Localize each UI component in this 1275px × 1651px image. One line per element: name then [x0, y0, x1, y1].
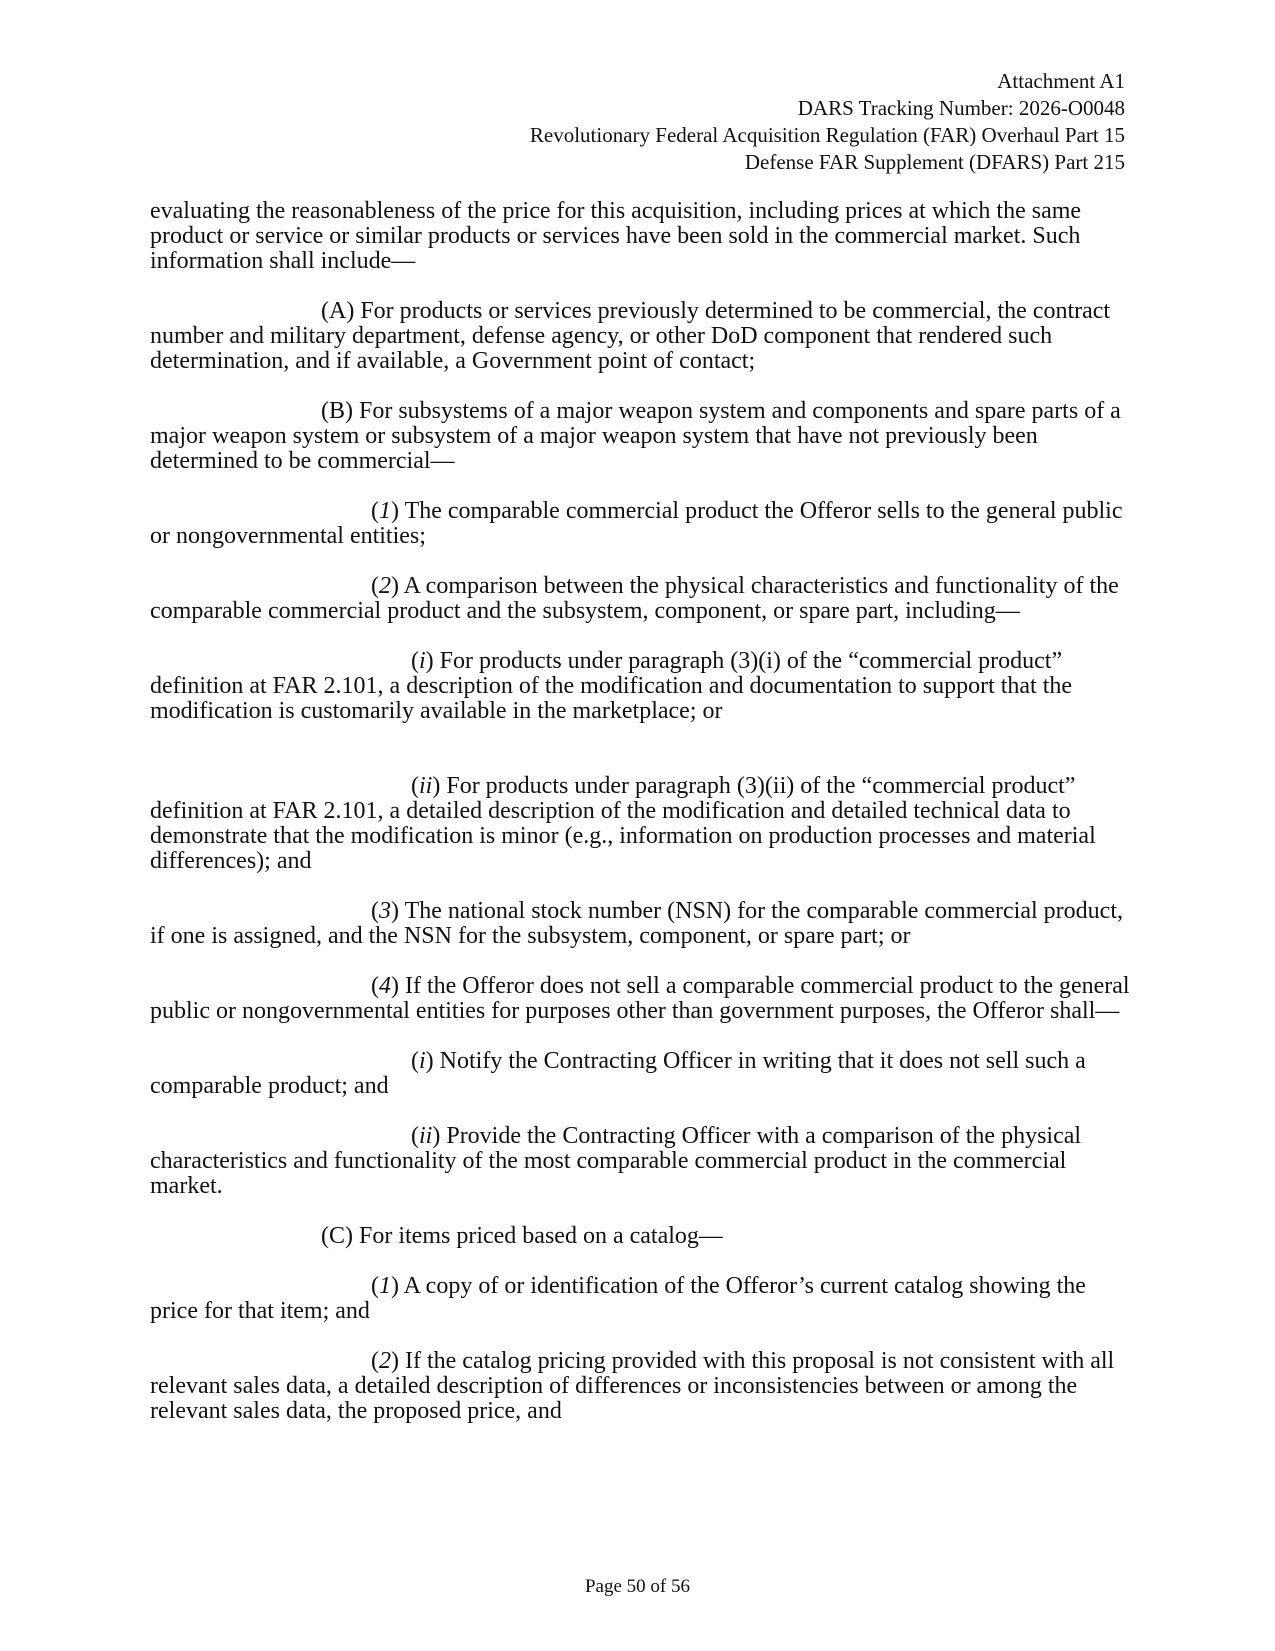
- paragraph-B-4: (4) If the Offeror does not sell a comparable commercial product to the general public or nongovernmental entities for purposes other than government purposes, the Offeror shall—: [150, 973, 1130, 1024]
- paragraph-text: If the Offeror does not sell a comparable commercial product to the general public or nongovernmental entities for purposes other than government purposes, the Offeror shall—: [150, 973, 1130, 1024]
- header-far-part: Revolutionary Federal Acquisition Regulation (FAR) Overhaul Part 15: [529, 123, 1125, 147]
- paragraph-marker: (A): [321, 298, 355, 324]
- paragraph-intro: [150, 199, 1130, 274]
- paragraph-number: 4: [379, 973, 391, 999]
- paragraph-C: [150, 1224, 1130, 1249]
- paragraph-B-2-i: (i) For products under paragraph (3)(i) of the “commercial product” definition at FAR 2.101, a description of the modification and documentation to support that the modification is customarily available in the marketplace; or: [150, 648, 1073, 724]
- paragraph-B-2: (2) A comparison between the physical characteristics and functionality of the comparable commercial product and the subsystem, component, or spare part, including—: [150, 573, 1119, 624]
- paragraph-text: For products or services previously determined to be commercial, the contract number and military department, defense agency, or other DoD component that rendered such determination, and if available, a Government point of contact;: [150, 298, 1111, 374]
- paragraph-marker: (B): [321, 398, 353, 424]
- paragraph-number: 2: [379, 573, 391, 599]
- paragraph-number: 1: [379, 1273, 391, 1299]
- paragraph-number: 3: [379, 898, 391, 924]
- paragraph-number: ii: [419, 1123, 433, 1149]
- paragraph-A: [150, 299, 1130, 374]
- paragraph-number: 1: [379, 498, 391, 524]
- paragraph-text: The national stock number (NSN) for the comparable commercial product, if one is assigned, and the NSN for the subsystem, component, or spare part; or: [150, 898, 1123, 949]
- header-tracking-number: DARS Tracking Number: 2026-O0048: [797, 96, 1125, 120]
- paragraph-text: For products under paragraph (3)(ii) of the “commercial product” definition at FAR 2.101, a detailed description of the modification and detailed technical data to demonstrate that the modification is minor (e.g., information on production processes and material differences); and: [150, 773, 1096, 874]
- paragraph-text: The comparable commercial product the Offeror sells to the general public or nongovernmental entities;: [150, 498, 1123, 549]
- paragraph-C-2: (2) If the catalog pricing provided with this proposal is not consistent with all relevant sales data, a detailed description of differences or inconsistencies between or among the relevant sales data, the proposed price, and: [150, 1348, 1115, 1424]
- paragraph-C-1: (1) A copy of or identification of the Offeror’s current catalog showing the price for that item; and: [150, 1273, 1086, 1324]
- paragraph-number: 2: [379, 1348, 391, 1374]
- paragraph-text: For products under paragraph (3)(i) of the “commercial product” definition at FAR 2.101, a description of the modification and documentation to support that the modification is customarily available in the marketplace; or: [150, 648, 1073, 724]
- paragraph-text: evaluating the reasonableness of the price for this acquisition, including prices at which the same product or service or similar products or services have been sold in the commercial market. Such information shall include—: [150, 198, 1082, 274]
- paragraph-text: For items priced based on a catalog—: [353, 1223, 723, 1249]
- paragraph-B-3: (3) The national stock number (NSN) for the comparable commercial product, if one is assigned, and the NSN for the subsystem, component, or spare part; or: [150, 898, 1123, 949]
- document-body: [150, 199, 1130, 1449]
- paragraph-B-4-i: (i) Notify the Contracting Officer in writing that it does not sell such a comparable product; and: [150, 1048, 1086, 1099]
- paragraph-text: A copy of or identification of the Offeror’s current catalog showing the price for that item; and: [150, 1273, 1086, 1324]
- paragraph-B-1: (1) The comparable commercial product the Offeror sells to the general public or nongovernmental entities;: [150, 498, 1123, 549]
- header-attachment: Attachment A1: [997, 69, 1125, 93]
- document-header: [530, 68, 1125, 176]
- paragraph-number: ii: [419, 773, 433, 799]
- paragraph-number: i: [419, 648, 426, 674]
- page-number: Page 50 of 56: [584, 1576, 690, 1597]
- paragraph-B: [150, 399, 1130, 474]
- paragraph-text: If the catalog pricing provided with this proposal is not consistent with all relevant sales data, a detailed description of differences or inconsistencies between or among the relevant sales data, the proposed price, and: [150, 1348, 1115, 1424]
- header-dfars-part: Defense FAR Supplement (DFARS) Part 215: [744, 150, 1125, 174]
- paragraph-B-4-ii: (ii) Provide the Contracting Officer with a comparison of the physical characteristics and functionality of the most comparable commercial product in the commercial market.: [150, 1123, 1082, 1199]
- paragraph-B-2-ii: (ii) For products under paragraph (3)(ii) of the “commercial product” definition at FAR 2.101, a detailed description of the modification and detailed technical data to demonstrate that the modification is minor (e.g., information on production processes and material differences); and: [150, 773, 1096, 874]
- paragraph-number: i: [419, 1048, 426, 1074]
- paragraph-text: Notify the Contracting Officer in writing that it does not sell such a comparable product; and: [150, 1048, 1086, 1099]
- paragraph-text: A comparison between the physical characteristics and functionality of the comparable commercial product and the subsystem, component, or spare part, including—: [150, 573, 1119, 624]
- paragraph-text: For subsystems of a major weapon system and components and spare parts of a major weapon system or subsystem of a major weapon system that have not previously been determined to be commercial—: [150, 398, 1121, 474]
- paragraph-text: Provide the Contracting Officer with a comparison of the physical characteristics and functionality of the most comparable commercial product in the commercial market.: [150, 1123, 1082, 1199]
- paragraph-marker: (C): [321, 1223, 353, 1249]
